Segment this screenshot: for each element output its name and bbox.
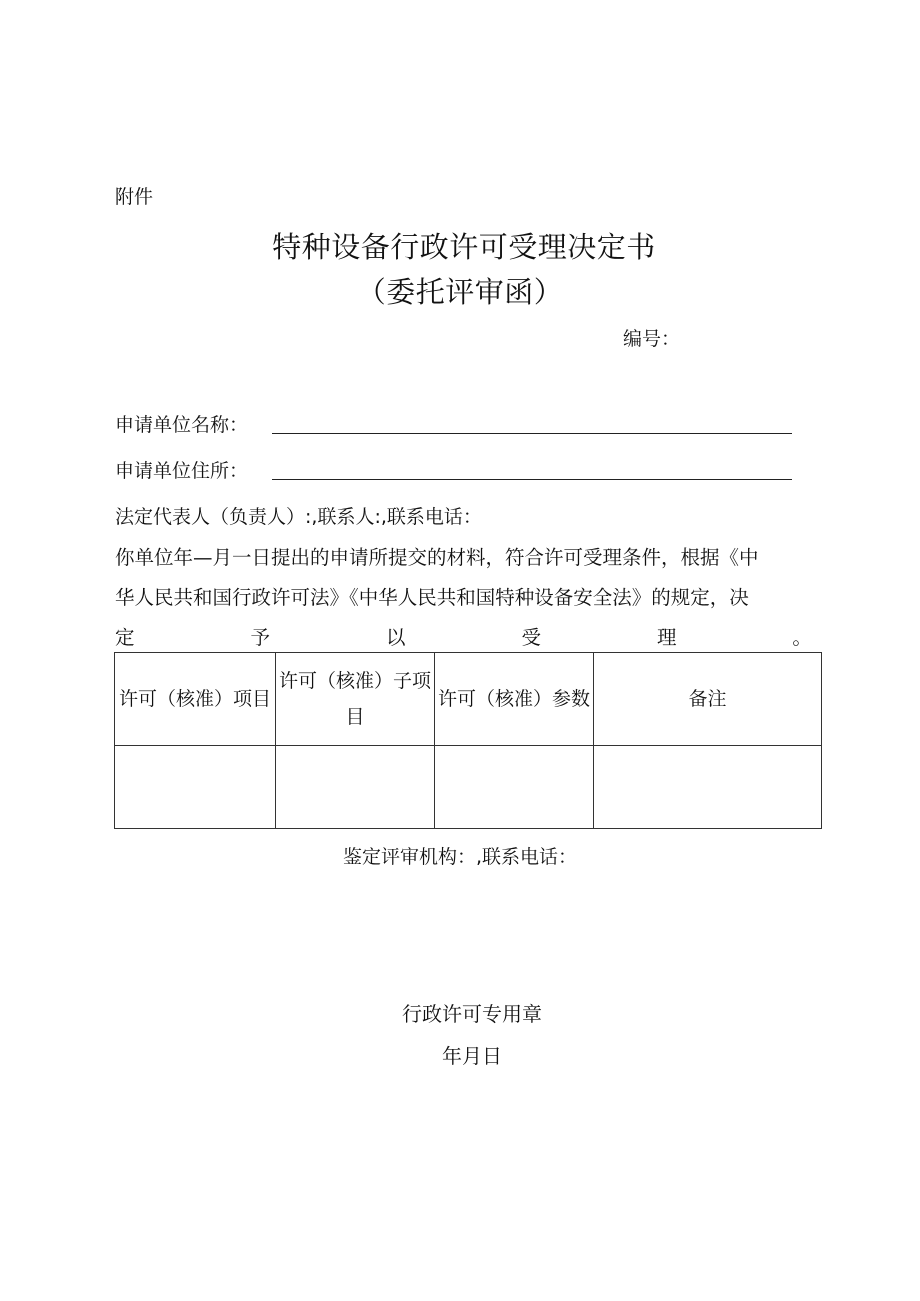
header-cell-parameter: 许可（核准）参数 [435, 653, 594, 746]
applicant-address-label: 申请单位住所： [115, 460, 249, 482]
legal-representative-line: 法定代表人（负责人）:,联系人:,联系电话： [115, 506, 482, 528]
serial-number-label: 编号： [623, 328, 681, 350]
body-char: 予 [250, 626, 270, 649]
body-paragraph-line-2: 华人民共和国行政许可法》《中华人民共和国特种设备安全法》的规定，决 [115, 586, 749, 609]
body-char: 以 [385, 626, 406, 649]
table-cell [435, 746, 594, 829]
body-char: 。 [792, 626, 812, 649]
body-char: 受 [521, 626, 541, 649]
review-agency-line: 鉴定评审机构：,联系电话： [342, 846, 578, 868]
license-items-table [114, 652, 822, 829]
body-char: 定 [115, 626, 135, 649]
header-cell-remarks: 备注 [594, 653, 822, 746]
header-cell-item: 许可（核准）项目 [115, 653, 276, 746]
header-cell-subitem: 许可（核准）子项目 [276, 653, 435, 746]
table-header-row [115, 653, 822, 746]
document-subtitle: （委托评审函） [356, 275, 564, 309]
date-label: 年月日 [442, 1044, 502, 1068]
table-row [115, 746, 822, 829]
applicant-name-field [115, 410, 248, 437]
table-cell [276, 746, 435, 829]
applicant-name-blank-line [272, 411, 792, 434]
document-title: 特种设备行政许可受理决定书 [272, 230, 656, 264]
attachment-label: 附件 [115, 186, 154, 208]
applicant-address-field [115, 456, 248, 483]
table-cell [115, 746, 276, 829]
body-paragraph-line-1: 你单位年—月一日提出的申请所提交的材料，符合许可受理条件，根据《中 [115, 546, 759, 569]
applicant-address-blank-line [272, 457, 792, 480]
applicant-name-label: 申请单位名称： [115, 414, 249, 436]
body-char: 理 [656, 626, 677, 649]
seal-label: 行政许可专用章 [402, 1002, 542, 1026]
table-cell [594, 746, 822, 829]
